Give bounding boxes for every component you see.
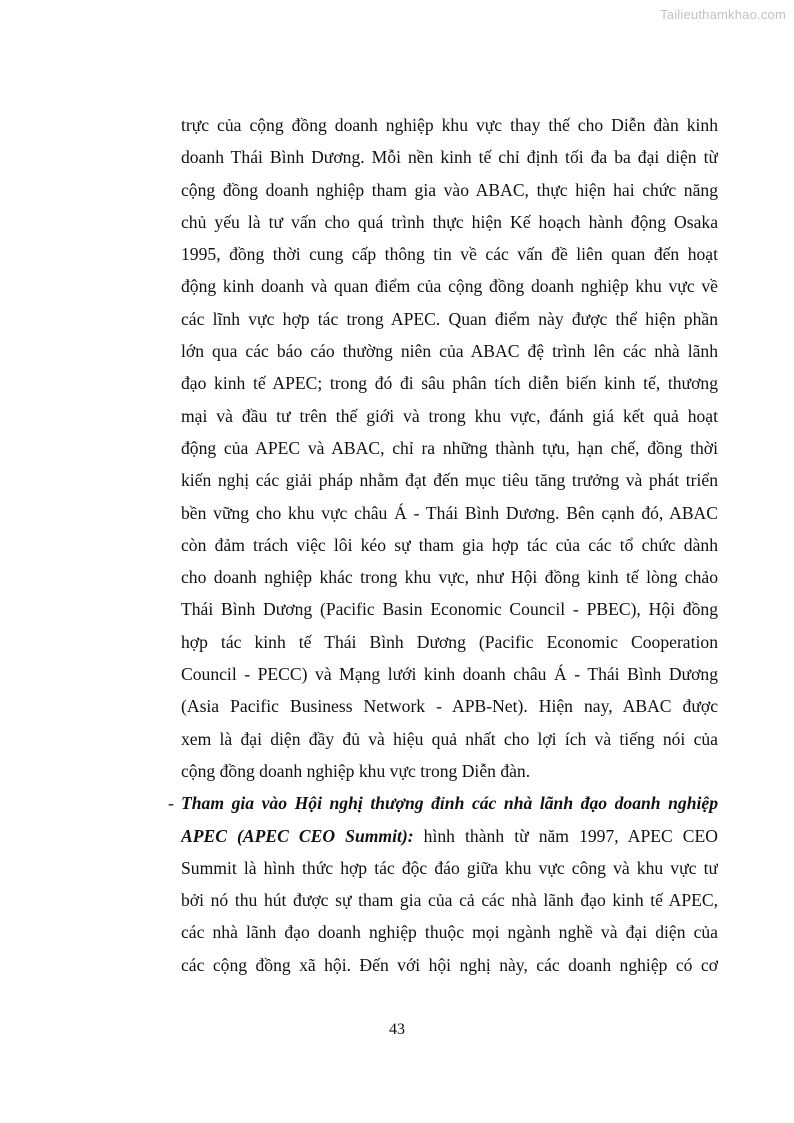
paragraph-abac	[181, 109, 718, 787]
text-line: Summit là hình thức hợp tác độc đáo giữa khu vực công và khu vực tư	[181, 857, 718, 878]
text-line: xem là đại diện đầy đủ và hiệu quả nhất cho lợi ích và tiếng nói của	[181, 728, 718, 749]
text-run: hình thành từ năm 1997, APEC CEO	[413, 825, 718, 846]
text-line: lớn qua các báo cáo thường niên của ABAC đệ trình lên các nhà lãnh	[181, 341, 718, 362]
watermark: Tailieuthamkhao.com	[660, 7, 786, 22]
text-line: các cộng đồng xã hội. Đến với hội nghị này, các doanh nghiệp có cơ	[181, 954, 718, 975]
page-body	[168, 109, 718, 981]
bullet-item-apec-ceo-summit	[168, 787, 718, 981]
text-line: động kinh doanh và quan điểm của cộng đồng doanh nghiệp khu vực về	[181, 276, 718, 297]
bullet-heading-line	[168, 787, 718, 819]
text-line: cộng đồng doanh nghiệp khu vực trong Diễn đàn.	[181, 760, 531, 781]
text-line: hợp tác kinh tế Thái Bình Dương (Pacific Economic Cooperation	[181, 631, 718, 652]
text-line: cộng đồng doanh nghiệp tham gia vào ABAC, thực hiện hai chức năng	[181, 179, 718, 200]
page-number: 43	[389, 1021, 405, 1038]
text-line: Council - PECC) và Mạng lưới kinh doanh châu Á - Thái Bình Dương	[181, 664, 718, 685]
text-line	[181, 820, 718, 852]
text-line: 1995, đồng thời cung cấp thông tin về các vấn đề liên quan đến hoạt	[181, 244, 718, 265]
text-line: (Asia Pacific Business Network - APB-Net). Hiện nay, ABAC được	[181, 696, 718, 717]
text-line: đạo kinh tế APEC; trong đó đi sâu phân tích diễn biến kinh tế, thương	[181, 373, 718, 394]
text-line: động của APEC và ABAC, chỉ ra những thành tựu, hạn chế, đồng thời	[181, 437, 718, 458]
bullet-heading: Tham gia vào Hội nghị thượng đỉnh các nhà lãnh đạo doanh nghiệp	[181, 793, 718, 814]
text-line: cho doanh nghiệp khác trong khu vực, như Hội đồng kinh tế lòng chảo	[181, 567, 718, 588]
text-line: bền vững cho khu vực châu Á - Thái Bình Dương. Bên cạnh đó, ABAC	[181, 502, 718, 523]
text-line: các lĩnh vực hợp tác trong APEC. Quan điểm này được thể hiện phần	[181, 308, 718, 329]
text-line: còn đảm trách việc lôi kéo sự tham gia hợp tác của các tổ chức dành	[181, 534, 718, 555]
text-line: doanh Thái Bình Dương. Mỗi nền kinh tế chỉ định tối đa ba đại diện từ	[181, 147, 718, 168]
text-line: mại và đầu tư trên thế giới và trong khu vực, đánh giá kết quả hoạt	[181, 405, 718, 426]
bullet-heading-term: APEC (APEC CEO Summit):	[181, 825, 414, 846]
bullet-marker: -	[168, 793, 174, 814]
text-line: kiến nghị các giải pháp nhằm đạt đến mục tiêu tăng trưởng và phát triển	[181, 470, 718, 491]
text-line: trực của cộng đồng doanh nghiệp khu vực thay thế cho Diễn đàn kinh	[181, 115, 718, 135]
text-line: các nhà lãnh đạo doanh nghiệp thuộc mọi ngành nghề và đại diện của	[181, 922, 718, 943]
text-line: Thái Bình Dương (Pacific Basin Economic Council - PBEC), Hội đồng	[181, 599, 718, 620]
text-line: chủ yếu là tư vấn cho quá trình thực hiện Kế hoạch hành động Osaka	[181, 211, 718, 232]
text-line: bởi nó thu hút được sự tham gia của cả các nhà lãnh đạo kinh tế APEC,	[181, 890, 718, 911]
